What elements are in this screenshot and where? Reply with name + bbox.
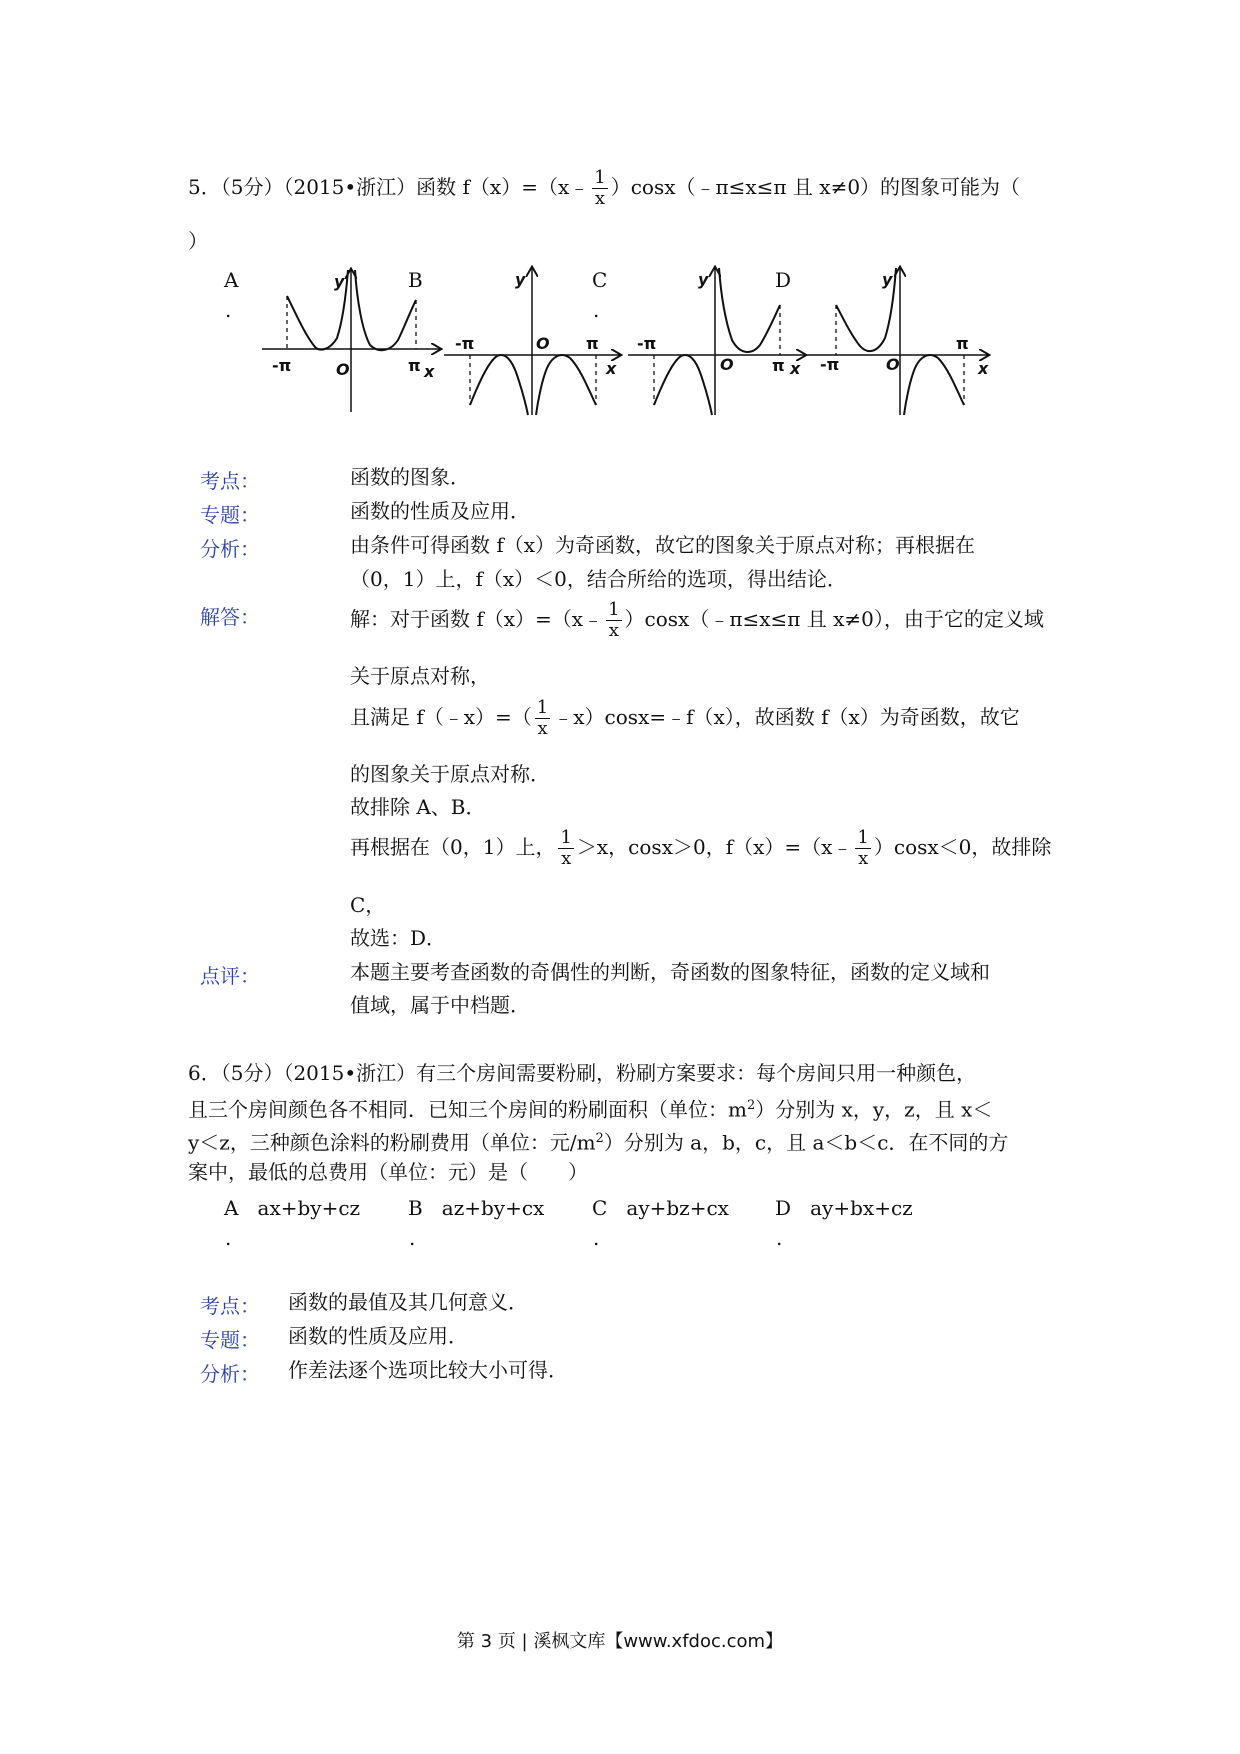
q6-zhuanti-label: 专题： [200, 1328, 260, 1352]
q5-dianping-line-1: 本题主要考查函数的奇偶性的判断，奇函数的图象特征，函数的定义域和 [350, 960, 990, 984]
superscript: 2 [595, 1131, 604, 1146]
q6-option-b-dot: . [409, 1226, 416, 1250]
fraction-numerator: 1 [536, 697, 549, 718]
q5-jieda-line-1 [350, 600, 1044, 641]
q5-jieda-line-3 [350, 698, 1020, 739]
q5-jieda-line-6 [350, 828, 1051, 869]
origin-label: O [886, 355, 900, 374]
text-span: 且三个房间颜色各不相同．已知三个房间的粉刷面积（单位：m [188, 1097, 747, 1122]
curve-right [355, 270, 416, 350]
x-axis-label: x [790, 359, 801, 378]
text-span: ）cosx（﹣π≤x≤π 且 x≠0），由于它的定义域 [624, 607, 1044, 631]
graph-option-a [262, 270, 440, 412]
q5-stem-close: ） [188, 229, 208, 253]
y-axis-label: y [515, 270, 526, 289]
q5-option-a-letter: A [224, 268, 239, 292]
text-span: ）cosx＜0，故排除 [873, 835, 1052, 859]
fraction-denominator: x [537, 718, 548, 739]
text-span: y＜z，三种颜色涂料的粉刷费用（单位：元/m [188, 1130, 596, 1155]
text-span: ﹣x）cosx=﹣f（x），故函数 f（x）为奇函数，故它 [553, 705, 1020, 729]
y-axis-label: y [882, 270, 893, 289]
q6-option-c [592, 1196, 729, 1220]
graph-option-c-labels [637, 270, 801, 378]
q5-fenxi-line-1: 由条件可得函数 f（x）为奇函数，故它的图象关于原点对称；再根据在 [350, 533, 976, 557]
option-text: az+by+cx [441, 1196, 545, 1220]
q5-option-d-letter: D [775, 268, 792, 292]
text-span: ）分别为 a，b，c，且 a＜b＜c．在不同的方 [603, 1130, 1009, 1155]
q5-option-b-letter: B [408, 268, 423, 292]
pi-label: π [772, 356, 785, 375]
fraction-denominator: x [608, 620, 619, 641]
fraction-numerator: 1 [857, 827, 869, 848]
q6-option-a [224, 1196, 360, 1220]
x-axis-label: x [978, 359, 989, 378]
pi-label: π [586, 334, 599, 353]
q5-stem-part-a: 函数 f（x）=（x﹣ [416, 175, 590, 199]
q5-zhuanti: 函数的性质及应用． [350, 499, 530, 523]
q5-number: 5． [188, 175, 221, 199]
q5-jieda-line-7: C， [350, 893, 386, 917]
q5-jieda-line-8: 故选：D． [350, 926, 447, 950]
fraction [855, 828, 870, 869]
q6-line-1: 6．（5分）（2015•浙江）有三个房间需要粉刷，粉刷方案要求：每个房间只用一种颜色， [188, 1061, 977, 1085]
option-letter: C [592, 1196, 608, 1220]
fraction-denominator: x [561, 848, 572, 869]
neg-pi-label: -π [272, 356, 292, 375]
option-letter: D [775, 1196, 792, 1220]
text-span: ＞x，cosx＞0，f（x）=（x﹣ [576, 835, 853, 859]
option-letter: B [408, 1196, 423, 1220]
origin-label: O [720, 355, 734, 374]
pi-label: π [408, 356, 421, 375]
text-span: 解：对于函数 f（x）=（x﹣ [350, 607, 604, 631]
q6-fenxi-label: 分析： [200, 1362, 260, 1386]
option-text: ay+bx+cz [810, 1196, 913, 1220]
y-axis-label: y [698, 270, 709, 289]
option-letter: A [224, 1196, 239, 1220]
fraction-numerator: 1 [594, 167, 606, 188]
curve-right [719, 268, 780, 352]
fraction-denominator: x [594, 188, 606, 209]
option-text: ay+bz+cx [626, 1196, 729, 1220]
q6-option-d [775, 1196, 913, 1220]
pi-label: π [956, 334, 969, 353]
curve-right [536, 355, 596, 415]
q6-zhuanti: 函数的性质及应用． [288, 1324, 468, 1348]
neg-pi-label: -π [820, 355, 840, 374]
q5-jieda-line-4: 的图象关于原点对称． [350, 762, 550, 786]
q5-stem-part-b: ）cosx（﹣π≤x≤π 且 x≠0）的图象可能为（ [610, 175, 1021, 199]
origin-label: O [336, 360, 350, 379]
curve-right [904, 355, 964, 415]
q5-score: （5分） [220, 175, 284, 199]
fraction-denominator: x [858, 848, 869, 869]
x-axis-label: x [424, 362, 435, 381]
q6-option-d-dot: . [776, 1226, 783, 1250]
graph-option-b-labels [455, 270, 617, 378]
q6-line-4: 案中，最低的总费用（单位：元）是（ ） [188, 1160, 588, 1184]
q5-jieda-line-2: 关于原点对称， [350, 664, 490, 688]
q5-option-c-dot: . [593, 298, 600, 322]
q5-dianping-label: 点评： [200, 964, 260, 988]
q5-kaodian-label: 考点： [200, 469, 260, 493]
graph-option-a-labels [272, 272, 435, 381]
q5-zhuanti-label: 专题： [200, 503, 260, 527]
origin-label: O [536, 334, 550, 353]
y-axis-label: y [334, 272, 345, 291]
q6-option-c-dot: . [593, 1226, 600, 1250]
q5-option-graphs [0, 0, 1240, 430]
fraction-numerator: 1 [608, 599, 620, 620]
page-footer: 第 3 页 | 溪枫文库【www.xfdoc.com】 [456, 1631, 784, 1652]
text-span: 且满足 f（﹣x）=（ [350, 705, 532, 729]
x-axis-label: x [606, 359, 617, 378]
q5-dianping-line-2: 值域，属于中档题． [350, 993, 530, 1017]
fraction [558, 828, 573, 869]
q5-option-c-letter: C [592, 268, 608, 292]
q6-line-2 [188, 1094, 992, 1122]
curve-left [654, 355, 712, 415]
q5-option-a-dot: . [225, 298, 232, 322]
q5-jieda-label: 解答： [200, 605, 260, 629]
neg-pi-label: -π [637, 334, 657, 353]
text-span: ）分别为 x，y，z，且 x＜ [755, 1097, 993, 1122]
q6-line-3 [188, 1127, 1008, 1155]
q6-option-a-dot: . [225, 1226, 232, 1250]
q5-fenxi-line-2: （0，1）上，f（x）＜0，结合所给的选项，得出结论． [350, 567, 847, 591]
q5-jieda-line-5: 故排除 A、B． [350, 795, 486, 819]
q6-kaodian: 函数的最值及其几何意义． [288, 1290, 528, 1314]
superscript: 2 [746, 1098, 756, 1113]
text-span: 再根据在（0，1）上， [350, 835, 556, 859]
q6-kaodian-label: 考点： [200, 1294, 260, 1318]
q6-option-b [408, 1196, 544, 1220]
q5-source: （2015•浙江） [283, 175, 417, 199]
q5-kaodian: 函数的图象． [350, 465, 470, 489]
q6-fenxi: 作差法逐个选项比较大小可得． [288, 1358, 568, 1382]
fraction [606, 600, 621, 641]
q5-fenxi-label: 分析： [200, 537, 260, 561]
fraction [535, 698, 550, 739]
curve-left [470, 355, 528, 415]
option-text: ax+by+cz [257, 1196, 361, 1220]
neg-pi-label: -π [455, 334, 475, 353]
fraction-numerator: 1 [560, 827, 572, 848]
